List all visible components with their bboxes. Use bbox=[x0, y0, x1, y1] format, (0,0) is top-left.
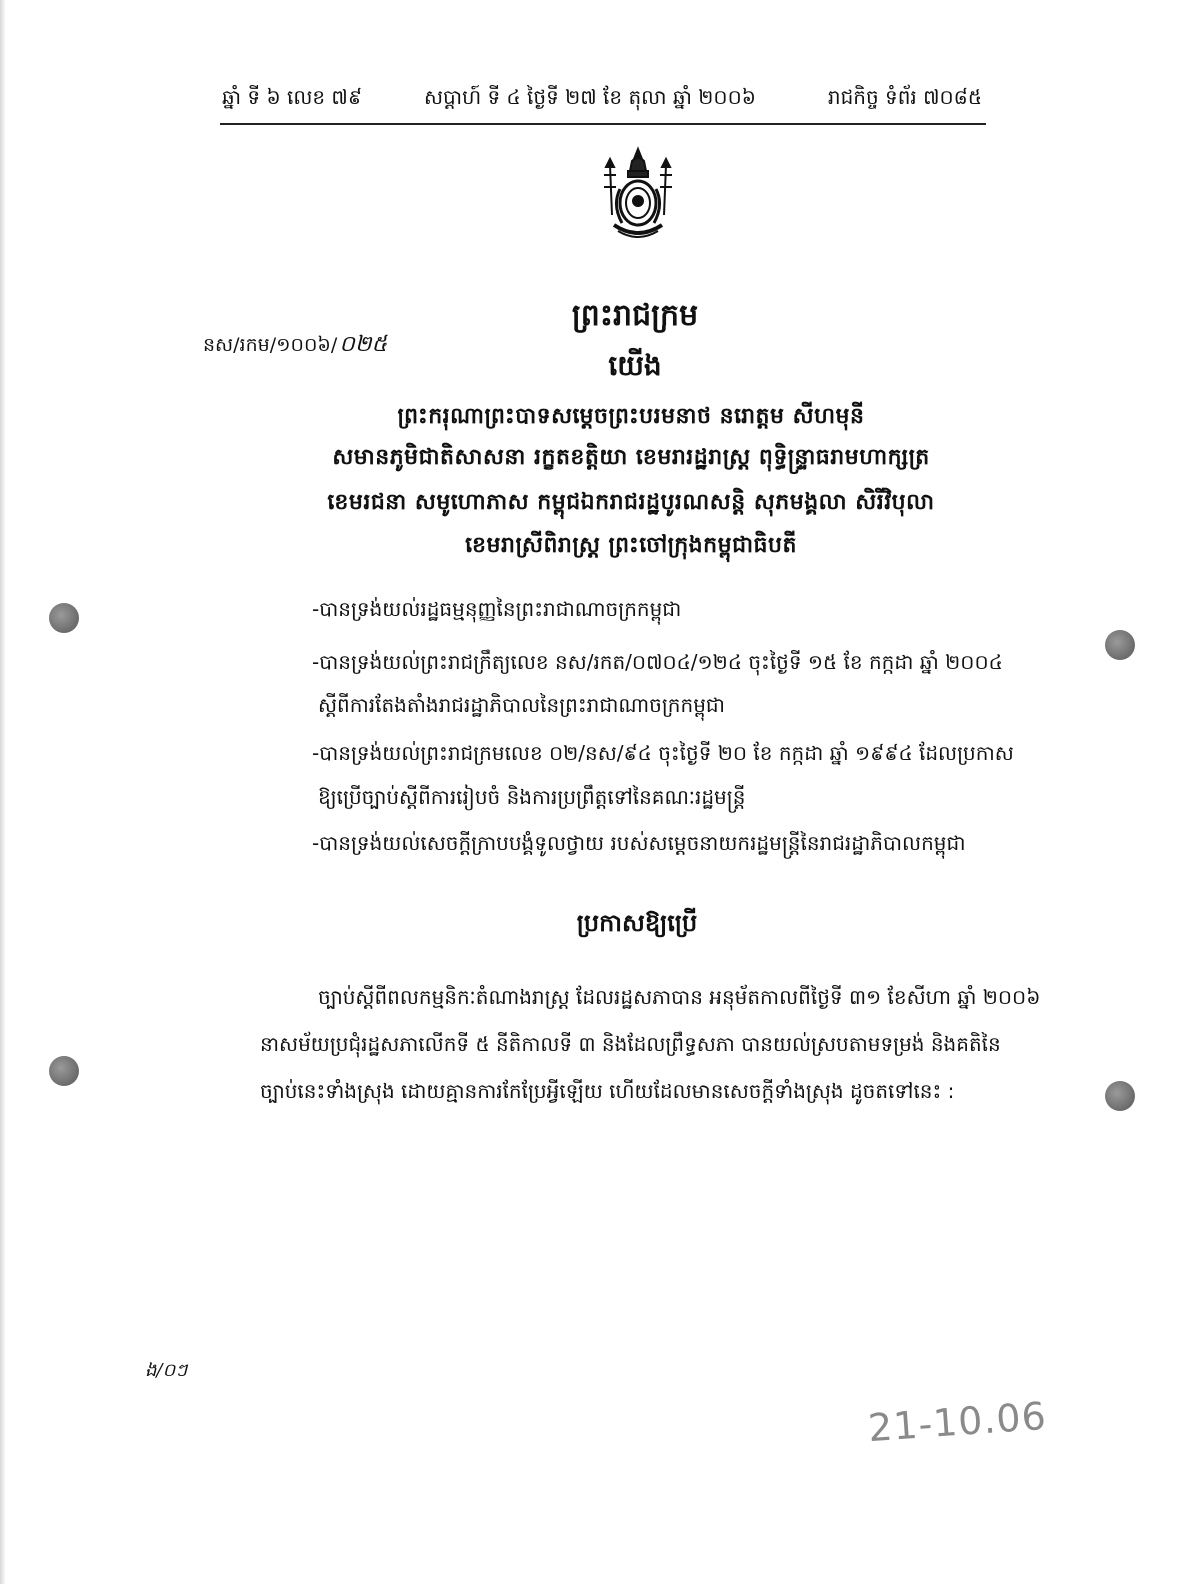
promulgate-heading: ប្រកាសឱ្យប្រើ bbox=[576, 909, 698, 937]
consideration-line: -បានទ្រង់យល់ព្រះរាជក្រឹត្យលេខ នស/រកត/០៧០៤/១២៤ ចុះថ្ងៃទី ១៥ ខែ កក្កដា ឆ្នាំ ២០០៤ bbox=[312, 650, 1003, 674]
king-title-line: ខេមរជនា សមូហោភាស កម្ពុជឯករាជរដ្ឋបូរណសន្តិ សុភមង្គលា សិរីវិបុលា bbox=[327, 490, 935, 515]
body-paragraph-line: ច្បាប់នេះទាំងស្រុង ដោយគ្មានការកែប្រែអ្វីឡើយ ហើយដែលមានសេចក្តីទាំងស្រុង ដូចតទៅនេះ : bbox=[260, 1079, 955, 1103]
header-page: រាជកិច្ច ទំព័រ ៧០៨៥ bbox=[827, 85, 982, 109]
consideration-line: ឱ្យប្រើច្បាប់ស្តីពីការរៀបចំ និងការប្រព្រឹត្តទៅនៃគណៈរដ្ឋមន្ត្រី bbox=[318, 785, 746, 809]
decree-title: ព្រះរាជក្រម bbox=[571, 298, 699, 333]
header-issue: ឆ្នាំ ទី ៦ លេខ ៧៩ bbox=[222, 85, 362, 109]
reference-printed: នស/រកម/១០០៦/ bbox=[203, 334, 338, 356]
consideration-line: ស្តីពីការតែងតាំងរាជរដ្ឋាភិបាលនៃព្រះរាជាណាចក្រកម្ពុជា bbox=[318, 693, 725, 717]
handwritten-date: 21-10.06 bbox=[866, 1393, 1049, 1451]
handwritten-initials: ង/០ៗ bbox=[145, 1360, 188, 1381]
king-title-line: ខេមរាស្រីពិរាស្ត្រ ព្រះចៅក្រុងកម្ពុជាធិបតី bbox=[465, 533, 797, 558]
king-title-line: សមានភូមិជាតិសាសនា រក្ខតខត្តិយា ខេមរារដ្ឋរាស្ត្រ ពុទ្ធិន្ទ្រាធរាមហាក្សត្រ bbox=[332, 445, 930, 470]
gazette-header bbox=[222, 84, 982, 120]
king-title-line: ព្រះករុណាព្រះបាទសម្តេចព្រះបរមនាថ នរោត្តម សីហមុនី bbox=[397, 404, 865, 429]
punch-hole-icon bbox=[1105, 1081, 1135, 1111]
header-date: សប្តាហ៍ ទី ៤ ថ្ងៃទី ២៧ ខែ តុលា ឆ្នាំ ២០០៦ bbox=[424, 85, 756, 109]
scan-edge-shadow bbox=[0, 0, 6, 1584]
punch-hole-icon bbox=[49, 603, 79, 633]
we-heading: យើង bbox=[608, 349, 662, 382]
punch-hole-icon bbox=[49, 1056, 79, 1086]
consideration-line: -បានទ្រង់យល់ព្រះរាជក្រមលេខ ០២/នស/៩៤ ចុះថ្ងៃទី ២០ ខែ កក្កដា ឆ្នាំ ១៩៩៤ ដែលប្រកាស bbox=[312, 741, 1014, 765]
consideration-line: -បានទ្រង់យល់សេចក្តីក្រាបបង្គំទូលថ្វាយ របស់សម្តេចនាយករដ្ឋមន្ត្រីនៃរាជរដ្ឋាភិបាលកម្ពុជា bbox=[312, 831, 966, 855]
consideration-line: -បានទ្រង់យល់រដ្ឋធម្មនុញ្ញនៃព្រះរាជាណាចក្រកម្ពុជា bbox=[312, 597, 682, 621]
body-paragraph-line: នាសម័យប្រជុំរដ្ឋសភាលើកទី ៥ នីតិកាលទី ៣ និងដែលព្រឹទ្ធសភា បានយល់ស្របតាមទម្រង់ និងគតិនៃ bbox=[260, 1032, 1001, 1056]
header-divider bbox=[220, 123, 986, 125]
punch-hole-icon bbox=[1105, 630, 1135, 660]
body-paragraph-line: ច្បាប់ស្តីពីពលកម្មនិកៈតំណាងរាស្ត្រ ដែលរដ្ឋសភាបាន អនុម័តកាលពីថ្ងៃទី ៣១ ខែសីហា ឆ្នាំ ២០០៦ bbox=[318, 985, 1041, 1009]
reference-handwritten: ០២៥ bbox=[339, 332, 388, 357]
royal-coat-of-arms-icon bbox=[594, 145, 682, 245]
